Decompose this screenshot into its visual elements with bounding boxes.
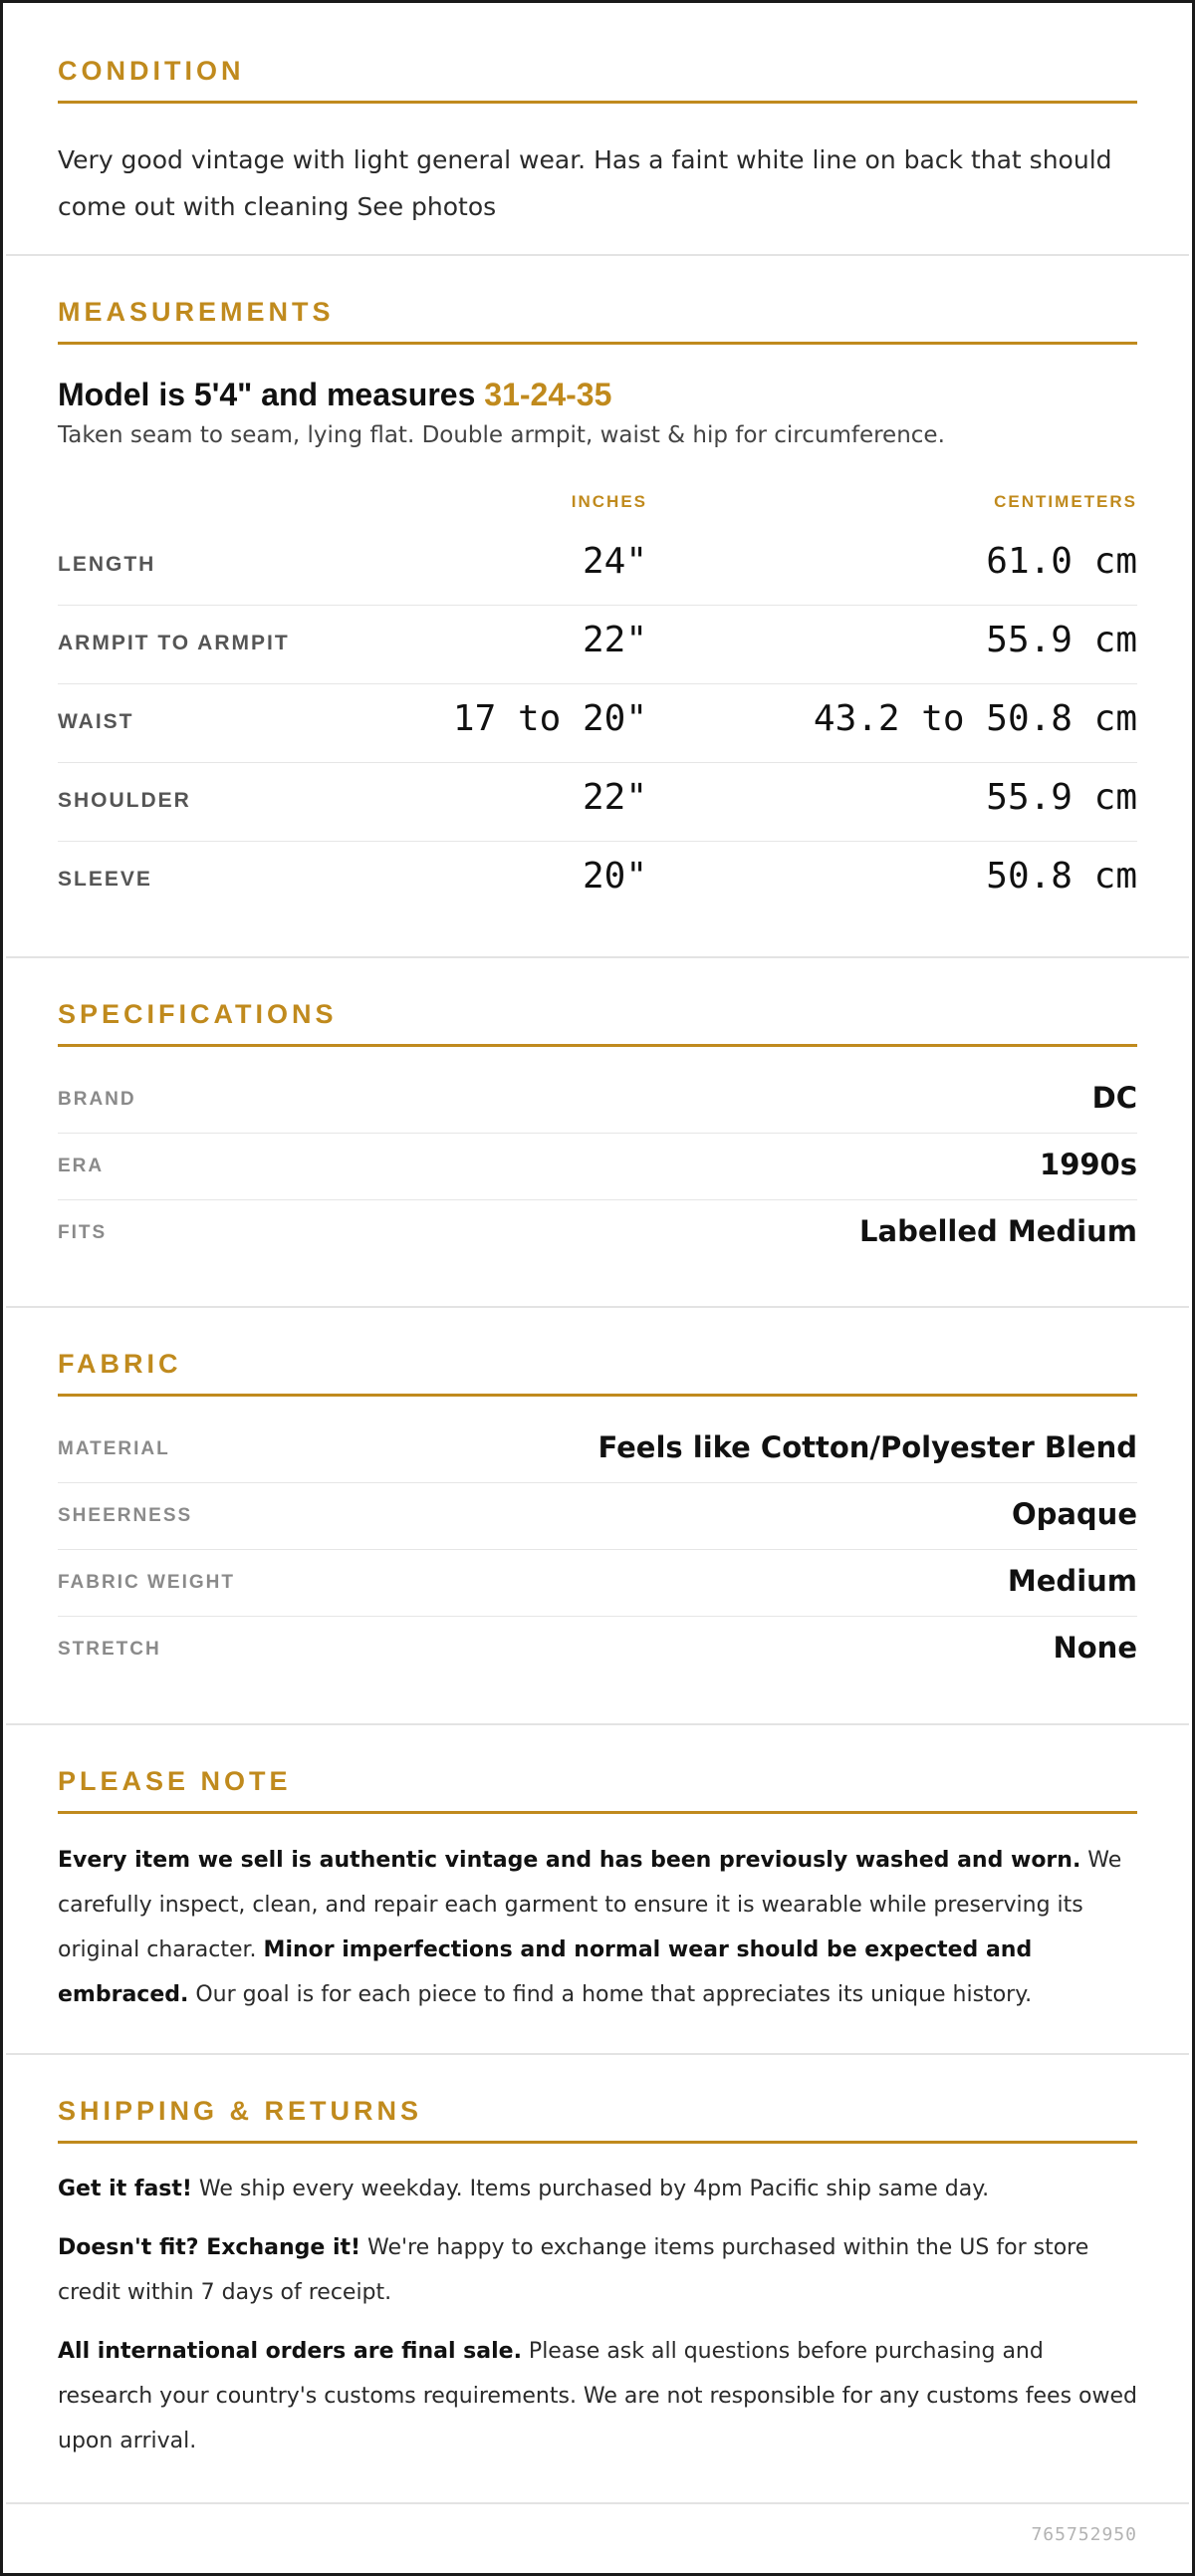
fabric-row <box>58 1483 1137 1550</box>
measurements-heading <box>58 289 1137 345</box>
measurement-cm: 55.9 cm <box>986 620 1137 660</box>
condition-text: Very good vintage with light general wear. Has a faint white line on back that should come out with cleaning See photos <box>58 145 1112 221</box>
model-prefix: Model is 5'4" and measures <box>58 377 485 412</box>
fabric-label: SHEERNESS <box>58 1505 193 1526</box>
spec-label: ERA <box>58 1156 105 1176</box>
fabric-heading <box>58 1341 1137 1397</box>
please-note-heading <box>58 1758 1137 1814</box>
shipping-text-3: Please ask all questions before purchasing and research your country's customs requirements. We are not responsible for any customs fees owed upon arrival. <box>58 2339 1138 2453</box>
spec-value: DC <box>1091 1081 1137 1115</box>
measurement-label: WAIST <box>58 710 134 733</box>
centimeters-column-header: CENTIMETERS <box>994 492 1137 511</box>
fabric-value: Opaque <box>1011 1497 1137 1531</box>
fabric-heading-text: FABRIC <box>58 1349 182 1379</box>
measurement-cm: 50.8 cm <box>986 856 1137 897</box>
measurement-label: SLEEVE <box>58 868 152 891</box>
spec-row <box>58 1200 1137 1267</box>
fabric-value: Medium <box>1007 1564 1137 1598</box>
shipping-text-1: We ship every weekday. Items purchased by 4pm Pacific ship same day. <box>191 2177 990 2201</box>
shipping-paragraph-2 <box>58 2225 1137 2315</box>
please-note-text-2: Our goal is for each piece to find a home that appreciates its unique history. <box>188 1982 1033 2007</box>
model-measurements <box>58 377 1137 413</box>
please-note-text <box>58 1838 1137 2017</box>
specifications-heading <box>58 991 1137 1047</box>
specifications-section <box>6 958 1189 1308</box>
measurement-label: SHOULDER <box>58 789 191 812</box>
please-note-section <box>6 1725 1189 2055</box>
spec-label: FITS <box>58 1222 108 1243</box>
fabric-label: STRETCH <box>58 1639 161 1660</box>
fabric-value: Feels like Cotton/Polyester Blend <box>598 1430 1137 1464</box>
shipping-section <box>6 2055 1189 2504</box>
measurement-inches: 22" <box>582 620 647 660</box>
condition-section <box>6 36 1189 256</box>
shipping-bold-2: Doesn't fit? Exchange it! <box>58 2235 361 2260</box>
measurements-heading-text: MEASUREMENTS <box>58 297 335 327</box>
specifications-heading-text: SPECIFICATIONS <box>58 999 338 1029</box>
fabric-label: FABRIC WEIGHT <box>58 1572 235 1593</box>
model-measures-value: 31-24-35 <box>484 377 612 412</box>
measurement-cm: 61.0 cm <box>986 541 1137 582</box>
measurement-row <box>58 842 1137 920</box>
spec-row <box>58 1134 1137 1200</box>
please-note-bold-2: Minor imperfections and normal wear should be expected and embraced. <box>58 1937 1033 2007</box>
shipping-text-2: We're happy to exchange items purchased within the US for store credit within 7 days of receipt. <box>58 2235 1089 2305</box>
measurements-section <box>6 256 1189 958</box>
fabric-label: MATERIAL <box>58 1438 170 1459</box>
spec-row <box>58 1067 1137 1134</box>
please-note-bold-1: Every item we sell is authentic vintage and has been previously washed and worn. <box>58 1848 1081 1873</box>
fabric-section <box>6 1308 1189 1725</box>
measurement-inches: 17 to 20" <box>452 698 647 739</box>
shipping-bold-1: Get it fast! <box>58 2177 192 2201</box>
spec-value: Labelled Medium <box>859 1214 1137 1248</box>
footer-section <box>6 2504 1189 2574</box>
shipping-bold-3: All international orders are final sale. <box>58 2339 522 2364</box>
measurement-row <box>58 606 1137 684</box>
please-note-text-1: We carefully inspect, clean, and repair each garment to ensure it is wearable while preserving its original character. <box>58 1848 1122 1962</box>
measurements-subtitle: Taken seam to seam, lying flat. Double armpit, waist & hip for circumference. <box>58 422 945 448</box>
inches-column-header: INCHES <box>571 492 647 511</box>
measurement-cm: 55.9 cm <box>986 777 1137 818</box>
please-note-heading-text: PLEASE NOTE <box>58 1766 292 1796</box>
shipping-paragraph-1 <box>58 2167 1137 2211</box>
condition-heading-text: CONDITION <box>58 56 245 86</box>
measurement-row <box>58 684 1137 763</box>
shipping-heading <box>58 2088 1137 2144</box>
shipping-heading-text: SHIPPING & RETURNS <box>58 2096 423 2126</box>
measurement-label: LENGTH <box>58 553 156 576</box>
measurement-inches: 22" <box>582 777 647 818</box>
fabric-row <box>58 1617 1137 1683</box>
condition-heading <box>58 48 1137 104</box>
spec-label: BRAND <box>58 1089 136 1110</box>
fabric-row <box>58 1550 1137 1617</box>
measurement-row <box>58 527 1137 606</box>
fabric-value: None <box>1053 1631 1137 1665</box>
measurement-row <box>58 763 1137 842</box>
measurement-label: ARMPIT TO ARMPIT <box>58 632 290 654</box>
spec-value: 1990s <box>1040 1148 1137 1181</box>
product-id: 765752950 <box>1031 2524 1137 2545</box>
measurement-cm: 43.2 to 50.8 cm <box>813 698 1137 739</box>
measurement-inches: 20" <box>582 856 647 897</box>
fabric-row <box>58 1417 1137 1483</box>
shipping-paragraph-3 <box>58 2329 1137 2463</box>
measurement-inches: 24" <box>582 541 647 582</box>
